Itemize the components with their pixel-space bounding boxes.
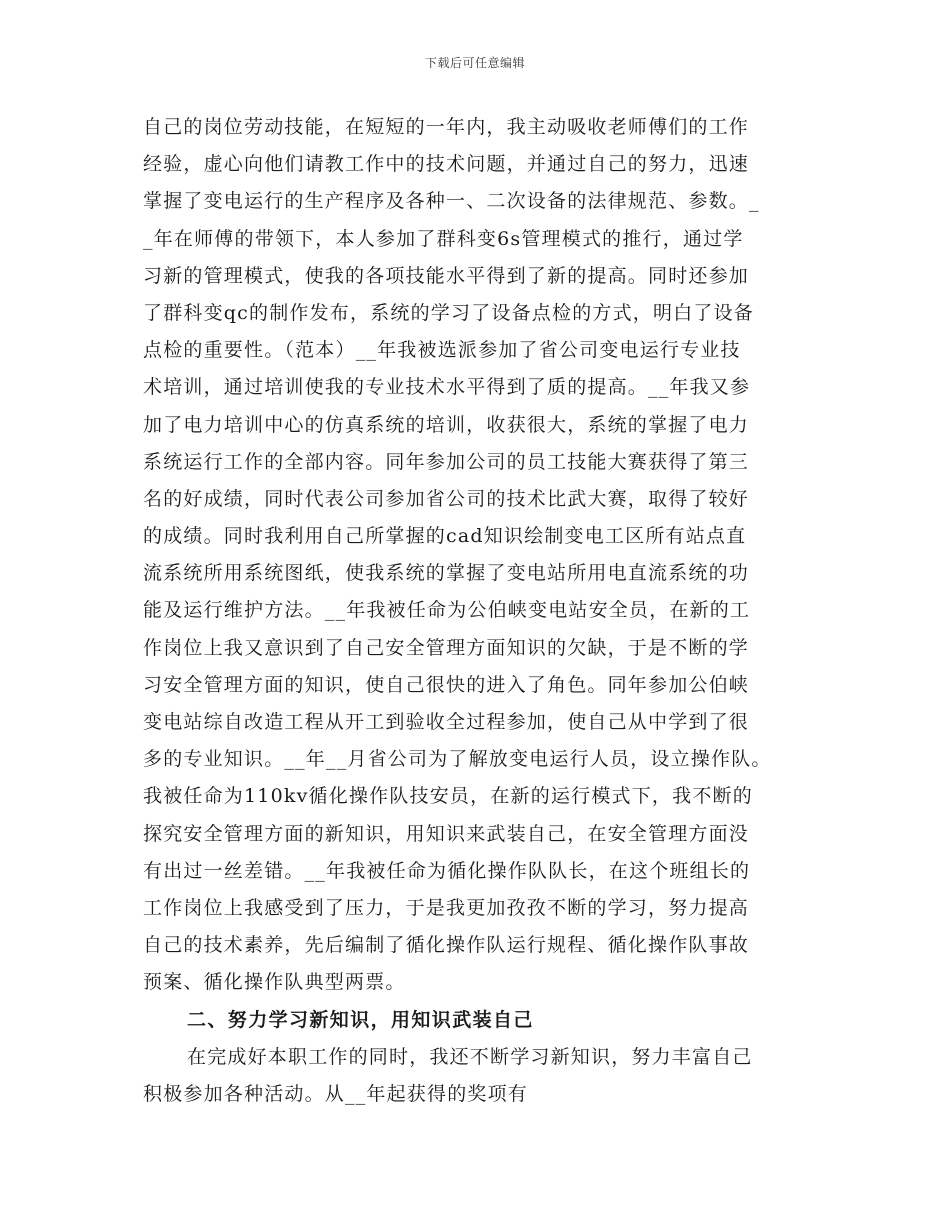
body-line: 自己的技术素养，先后编制了循化操作队运行规程、循化操作队事故 [143, 934, 750, 957]
body-line: 流系统所用系统图纸，使我系统的掌握了变电站所用电直流系统的功 [143, 562, 750, 585]
body-line: 有出过一丝差错。__年我被任命为循化操作队队长，在这个班组长的 [143, 859, 751, 882]
body-line: 预案、循化操作队典型两票。 [143, 971, 406, 994]
body-line: 名的好成绩，同时代表公司参加省公司的技术比武大赛，取得了较好 [143, 487, 750, 510]
body-line: 习安全管理方面的知识，使自己很快的进入了角色。同年参加公伯峡 [143, 673, 750, 696]
body-line: 术培训，通过培训使我的专业技术水平得到了质的提高。__年我又参 [143, 376, 751, 399]
body-line: 系统运行工作的全部内容。同年参加公司的员工技能大赛获得了第三 [143, 450, 750, 473]
body-line: _年在师傅的带领下，本人参加了群科变6s管理模式的推行，通过学 [143, 227, 744, 250]
body-line: 自己的岗位劳动技能，在短短的一年内，我主动吸收老师傅们的工作 [143, 116, 750, 138]
body-line: 的成绩。同时我利用自己所掌握的cad知识绘制变电工区所有站点直 [143, 525, 747, 548]
body-line: 能及运行维护方法。__年我被任命为公伯峡变电站安全员，在新的工 [143, 599, 751, 622]
body-line: 我被任命为110kv循化操作队技安员，在新的运行模式下，我不断的 [143, 785, 753, 808]
body-line: 探究安全管理方面的新知识，用知识来武装自己，在安全管理方面没 [143, 822, 750, 845]
paragraph-line: 在完成好本职工作的同时，我还不断学习新知识，努力丰富自己 [187, 1045, 753, 1068]
body-line: 了群科变qc的制作发布，系统的学习了设备点检的方式，明白了设备 [143, 301, 755, 324]
body-line: 点检的重要性。（范本）__年我被选派参加了省公司变电运行专业技 [143, 339, 741, 362]
body-line: 作岗位上我又意识到了自己安全管理方面知识的欠缺，于是不断的学 [143, 636, 750, 659]
body-line: 工作岗位上我感受到了压力，于是我更加孜孜不断的学习，努力提高 [143, 896, 750, 919]
section-heading: 二、努力学习新知识，用知识武装自己 [187, 1008, 534, 1031]
body-line: 习新的管理模式，使我的各项技能水平得到了新的提高。同时还参加 [143, 264, 750, 287]
paragraph-line: 积极参加各种活动。从__年起获得的奖项有 [143, 1082, 529, 1105]
body-line: 多的专业知识。__年__月省公司为了解放变电运行人员，设立操作队。 [143, 748, 772, 771]
body-line: 掌握了变电运行的生产程序及各种一、二次设备的法律规范、参数。_ [143, 190, 760, 213]
body-line: 变电站综自改造工程从开工到验收全过程参加，使自己从中学到了很 [143, 711, 750, 733]
page-header: 下载后可任意编辑 [424, 56, 525, 70]
document-body [143, 109, 813, 1113]
body-line: 经验，虚心向他们请教工作中的技术问题，并通过自己的努力，迅速 [143, 153, 750, 176]
body-line: 加了电力培训中心的仿真系统的培训，收获很大，系统的掌握了电力 [143, 413, 750, 436]
